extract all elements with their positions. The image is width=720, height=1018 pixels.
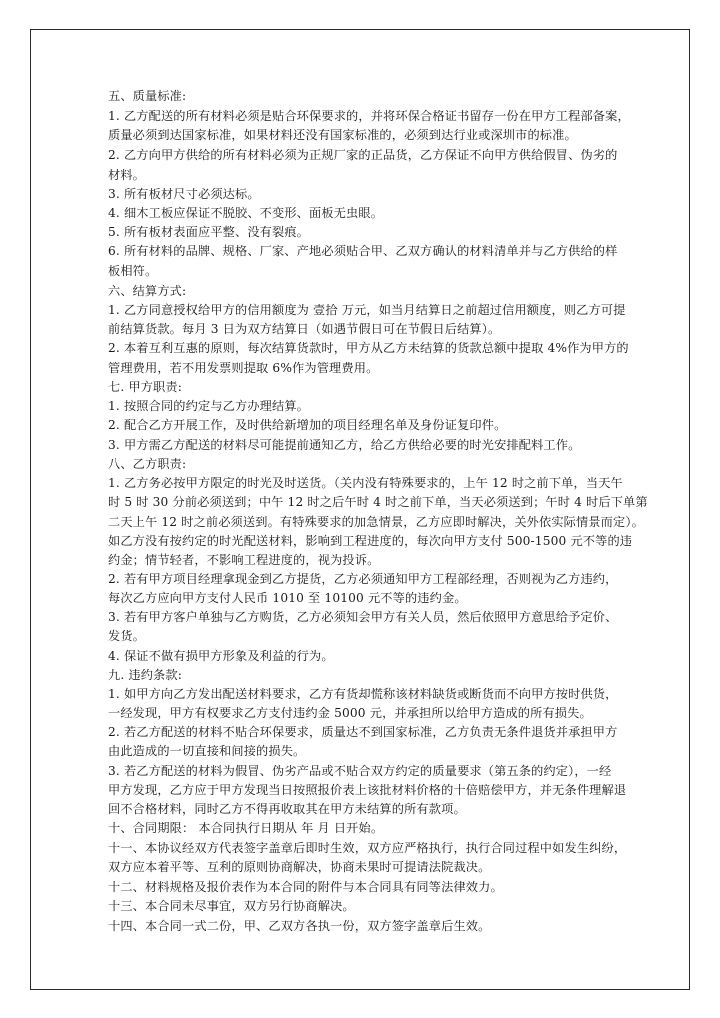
text-line: 3. 若乙方配送的材料为假冒、伪劣产品或不贴合双方约定的质量要求（第五条的约定），一经 [108,764,612,778]
text-line: 十、合同期限： 本合同执行日期从 年 月 日开始。 [108,821,384,835]
text-line: 十二、材料规格及报价表作为本合同的附件与本合同具有同等法律效力。 [108,880,503,894]
text-line: 4. 细木工板应保证不脱胶、不变形、面板无虫眼。 [108,206,384,220]
text-line: 2. 本着互利互惠的原则，每次结算货款时，甲方从乙方未结算的货款总额中提取 4%作为甲方的 [108,341,629,355]
text-line: 3. 甲方需乙方配送的材料尽可能提前通知乙方，给乙方供给必要的时光安排配料工作。 [108,438,581,452]
text-line: 五、质量标准: [108,89,187,103]
text-line: 2. 配合乙方开展工作，及时供给新增加的项目经理名单及身份证复印件。 [108,418,507,432]
text-line: 3. 所有板材尺寸必须达标。 [108,187,260,201]
text-line: 二天上午 12 时之前必须送到。有特殊要求的加急情景，乙方应即时解决，关外依实际情景而定）。 [108,515,644,529]
text-line: 十一、本协议经双方代表签字盖章后即时生效，双方应严格执行，执行合同过程中如发生纠纷， [108,841,627,855]
text-line: 2. 若有甲方项目经理拿现金到乙方提货，乙方必须通知甲方工程部经理，否则视为乙方违约， [108,572,618,586]
text-line: 1. 如甲方向乙方发出配送材料要求，乙方有货却慌称该材料缺货或断货而不向甲方按时供货， [108,687,618,701]
text-line: 双方应本着平等、互利的原则协商解决，协商未果时可提请法院裁决。 [108,860,491,874]
text-line: 十三、本合同未尽事宜，双方另行协商解决。 [108,899,355,913]
text-line: 1. 乙方务必按甲方限定的时光及时送货。（关内没有特殊要求的，上午 12 时之前下单，当天午 [108,476,623,490]
text-line: 每次乙方应向甲方支付人民币 1010 至 10100 元不等的违约金。 [108,591,467,605]
text-line: 约金；情节轻者，不影响工程进度的，视为投诉。 [108,553,380,567]
text-line: 前结算货款。每月 3 日为双方结算日（如遇节假日可在节假日后结算）。 [108,322,501,336]
text-line: 一经发现，甲方有权要求乙方支付违约金 5000 元，并承担所以给甲方造成的所有损失。 [108,706,592,720]
text-line: 时 5 时 30 分前必须送到；中午 12 时之后午时 4 时之前下单，当天必须送到；午时 4 时后下单第 [108,495,648,509]
text-line: 由此造成的一切直接和间接的损失。 [108,744,306,758]
text-line: 3. 若有甲方客户单独与乙方购货，乙方必须知会甲方有关人员，然后依照甲方意思给予定价、 [108,610,618,624]
text-line: 如乙方没有按约定的时光配送材料，影响到工程进度的，每次向甲方支付 500-1500 元不等的违 [108,534,633,548]
text-line: 4. 保证不做有损甲方形象及利益的行为。 [108,649,334,663]
text-line: 回不合格材料，同时乙方不得再收取其在甲方未结算的所有款项。 [108,802,466,816]
text-line: 八、乙方职责: [108,457,187,471]
text-line: 六、结算方式: [108,284,187,298]
text-line: 材料。 [108,168,146,182]
text-line: 质量必须到达国家标准，如果材料还没有国家标准的，必须到达行业或深圳市的标准。 [108,128,577,142]
text-line: 管理费用，若不用发票则提取 6%作为管理费用。 [108,361,379,375]
text-line: 6. 所有材料的品牌、规格、厂家、产地必须贴合甲、乙双方确认的材料清单并与乙方供给的样 [108,244,618,258]
text-line: 发货。 [108,629,146,643]
text-line: 七. 甲方职责: [108,380,182,394]
text-line: 2. 乙方向甲方供给的所有材料必须为正规厂家的正品货，乙方保证不向甲方供给假冒、伪劣的 [108,148,618,162]
text-line: 1. 乙方配送的所有材料必须是贴合环保要求的，并将环保合格证书留存一份在甲方工程部备案， [108,109,630,123]
text-line: 甲方发现，乙方应于甲方发现当日按照报价表上该批材料价格的十倍赔偿甲方，并无条件理解退 [108,783,627,797]
text-line: 2. 若乙方配送的材料不贴合环保要求，质量达不到国家标准，乙方负责无条件退货并承担甲方 [108,725,618,739]
text-line: 板相符。 [108,264,158,278]
text-line: 5. 所有板材表面应平整、没有裂痕。 [108,225,310,239]
text-line: 1. 按照合同的约定与乙方办理结算。 [108,399,310,413]
text-line: 1. 乙方同意授权给甲方的信用额度为 壹拾 万元，如当月结算日之前超过信用额度，则乙方可提 [108,303,626,317]
text-line: 十四、本合同一式二份，甲、乙双方各执一份，双方签字盖章后生效。 [108,919,491,933]
text-line: 九. 违约条款: [108,668,182,682]
